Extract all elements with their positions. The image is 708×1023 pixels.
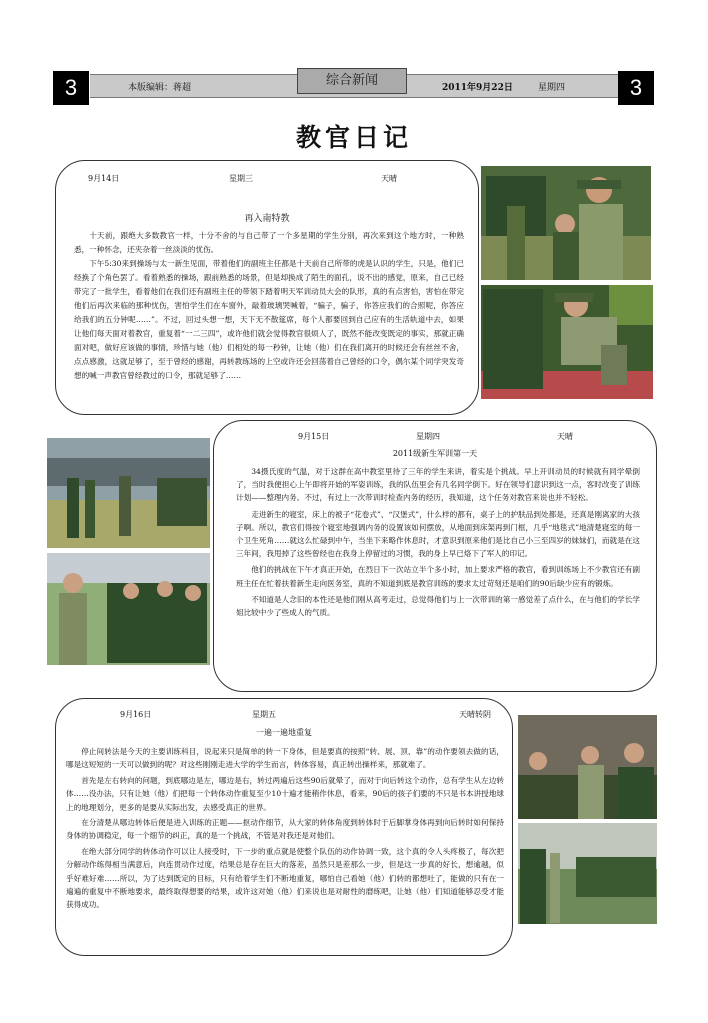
entry-title: 一遍一遍地重复 — [256, 728, 312, 737]
page-number-right: 3 — [618, 71, 654, 105]
entry-weekday: 星期五 — [252, 710, 276, 719]
entry-date: 9月16日 — [120, 710, 152, 719]
paragraph: 不知道是人念旧的本性还是他们刚从高考走过，总觉得他们与上一次带训的第一感觉差了点什么，在与他们的学长学姐比较中少了些成人的气质。 — [236, 594, 640, 618]
photo-marching-lines — [518, 823, 657, 924]
diary-entry-3 — [55, 698, 513, 956]
paragraph: 他们的挑战在下午才真正开始，在烈日下一次站立半个多小时，加上要求严格的教官，看到训练场上不少教官还有副班主任在忙着扶着新生走向医务室，真的不知道到底是教官训练的要求太过苛刻还是咱们的90后缺少应有的锻炼。 — [236, 565, 640, 588]
issue-weekday: 星期四 — [538, 83, 566, 93]
paragraph: 十天前，跟绝大多数教官一样，十分不舍的与自己带了一个多星期的学生分别，再次来到这个地方时，一种熟悉，一种怀念，还夹杂着一丝淡淡的忧伤。 — [74, 231, 464, 254]
paragraph: 停止间转法是今天的主要训练科目，说起来只是简单的转一下身体，但是要真的按照“转、展、顶、靠”的动作要领去做的话，哪是这短短的一天可以做到的呢？对这些刚刚走进大学的学生而言，转体容易，真正转出操样来，那就难了。 — [66, 747, 504, 770]
entry-body — [236, 465, 640, 619]
photo-instructor-correcting — [481, 285, 653, 399]
entry-weekday: 星期三 — [229, 174, 253, 183]
entry-title: 2011级新生军训第一天 — [392, 449, 478, 458]
page-number-left: 3 — [53, 71, 89, 105]
paragraph: 在绝大部分同学的转体动作可以让人接受时，下一步的重点就是使整个队伍的动作协调一致，这个真的令人头疼极了，每次把分解动作练得相当满意后，向连贯动作过度，结果总是存在巨大的落差，虽然只是差那么一步，但是这一步真的好长，想逾越，似乎好难好难……所以，为了达到既定的目标，只有给着学生们不断地重复，哪怕自己看她（他）们转的都想吐了，能做的只有在一遍遍的重复中不断地要求，最终取得想要的结果，或许这对她（他）们来说也是对耐性的磨练吧，让她（他）们知道能够忍受才能获得成功。 — [66, 846, 504, 910]
editor-credit: 本版编辑：蒋超 — [128, 83, 192, 93]
photo-drill-field — [47, 438, 210, 548]
paragraph: 下午5:30来到操场与太一新生见面，带着他们的副班主任都是十天前自己所带的虎是认识的学生，只是，他们已经换了个角色罢了。看着熟悉的操场，跟前熟悉的场景，但是却换成了陌生的面孔，说不出的感觉，原来，自己已经带完了一批学生，看着他们在我们还有副班主任的带领下踏着明天军训动员大会的队形，真的有点害怕，害怕在带完他们后再次来临的那种忧伤，害怕学生们在车窗外，敲着玻璃哭喊着，“骗子，骗子，你答应我们的合照呢，你答应给我们的五分钟呢……”。不过，回过头想一想，天下无不散筵席，每个人都要回到自己应有的生活轨道中去，如果让他们每天面对着教官，重复着“一二三四”，或许他们就会觉得教官很烦人了，既然不能改变既定的事实，那就正确面对吧，做好应该做的事情，珍惜与她（他）们相处的每一秒钟，让她（他）们在我们离开的时候还会有丝丝不舍，点点感激，这就足够了，至于曾经的感谢，再转教练场的上空或许还会回荡着自己曾经的口令，偶尔某个同学突发奇想的喊一声教官曾经教过的口令，那就足够了…… — [74, 259, 464, 380]
paragraph: 34摄氏度的气温，对于这群在高中教室里待了三年的学生来讲，着实是个挑战。早上开训动员的时候就有同学晕倒了，当时我便担心上午即将开始的军姿训练，我的队伍里会有几名同学倒下。好在领导们意识到这一点，客时改变了训练计划——整理内务。不过，有过上一次带训时检查内务的经历，我知道，这个任务对教官来说也并不轻松。 — [236, 467, 640, 503]
photo-students-saluting — [47, 553, 210, 665]
issue-date: 2011年9月22日 — [442, 83, 513, 93]
photo-formation-closeup — [518, 715, 657, 819]
entry-date: 9月15日 — [298, 432, 330, 441]
entry-weather: 天晴 — [557, 432, 573, 441]
entry-date: 9月14日 — [88, 174, 120, 183]
diary-entry-1 — [55, 160, 479, 415]
entry-weekday: 星期四 — [416, 432, 440, 441]
diary-entry-2 — [213, 420, 657, 692]
page-title: 教官日记 — [295, 123, 412, 152]
entry-weather: 天晴 — [381, 174, 397, 183]
photo-instructor-saluting — [481, 166, 651, 280]
entry-weather: 天晴转阴 — [459, 710, 491, 719]
section-title: 综合新闻 — [297, 68, 407, 94]
paragraph: 走进新生的寝室，床上的被子“花卷式”、“汉堡式”，什么样的都有，桌子上的护肤品到处都是，还真是刚离家的大孩子啊。所以，教官们得按个寝室地强调内务的设置该如何摆放，从地面到床架再到门框，几乎“地毯式”地清楚寝室的每一个卫生死角……就这么忙碌到中午，当坐下来略作休息时，才意识到原来他们是比自己小三至四岁的妹妹们，而就是在这三年间，我甩掉了这些曾经也在我身上停留过的习惯，我的身上早已烙下了军人的印记。 — [236, 509, 640, 559]
paragraph: 在分清楚从哪边转体后便是进入训练的正题——抠动作细节，从大家的转体角度到转体时于后脚掌身体再到向后转时如何保持身体的协调稳定，每一个细节的纠正，真的是一个挑战，不管是对我还是对他们。 — [66, 818, 504, 841]
paragraph: 首先是左右转向的问题，到底哪边是左，哪边是右，转过两遍后这些90后就晕了，而对于向后转这个动作，总有学生从左边转体……没办法，只有让她（他）们把每一个转体动作重复至少10十遍才能稍作休息，看来，90后的孩子们要的不只是书本讲授地球上的地理划分，更多的是要从实际出发，去感受真正的世界。 — [66, 775, 504, 812]
entry-title: 再入南特教 — [244, 214, 290, 224]
entry-body — [74, 229, 464, 383]
entry-body — [66, 745, 504, 912]
